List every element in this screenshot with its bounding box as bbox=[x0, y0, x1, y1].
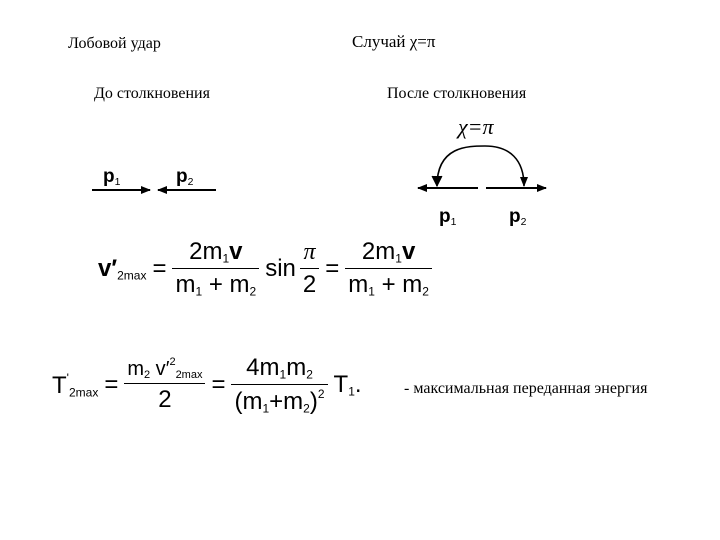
before-p1-label: $p_1$ bbox=[103, 166, 121, 189]
pi-over-two-fraction: $\frac{\pi}{2}$ bbox=[300, 239, 319, 299]
slide-title: Лобовой удар bbox=[68, 35, 161, 52]
chi-arc-start-arrowhead bbox=[432, 176, 442, 186]
chi-equals-pi-label: χ=π bbox=[458, 114, 494, 139]
formula-t2max: $T'_{2max}$ = $\frac{m_2 v'^2_{2max}}{2}$ = $\frac{4m_1m_2}{(m_1+m_2)^2}$ $T_1$. bbox=[52, 354, 362, 416]
mass-ratio-fraction-1: $\frac{2m_1v}{m_1 + m_2}$ bbox=[172, 238, 259, 299]
after-p1-label: $p_1$ bbox=[439, 206, 457, 229]
kinetic-energy-fraction: $\frac{m_2 v'^2_{2max}}{2}$ bbox=[124, 356, 205, 414]
t1-symbol: $T_1$. bbox=[333, 370, 362, 399]
formula-v2max: $v'_{2max}$ = $\frac{2m_1v}{m_1 + m_2}$ sin $\frac{\pi}{2}$ = $\frac{2m_1v}{m_1 + m_2}$ bbox=[98, 238, 432, 299]
mass-ratio-fraction-2: $\frac{2m_1v}{m_1 + m_2}$ bbox=[345, 238, 432, 299]
t2max-symbol: $T'_{2max}$ bbox=[52, 370, 99, 399]
case-title: Случай χ=π bbox=[352, 32, 436, 51]
before-collision-label: До столкновения bbox=[94, 85, 210, 102]
energy-transfer-fraction: $\frac{4m_1m_2}{(m_1+m_2)^2}$ bbox=[231, 354, 327, 416]
after-collision-label: После столкновения bbox=[387, 85, 527, 102]
chi-arc-arrow bbox=[437, 146, 524, 186]
v2max-symbol: $v'_{2max}$ bbox=[98, 254, 147, 283]
max-transferred-energy-caption: - максимальная переданная энергия bbox=[404, 380, 648, 397]
before-p2-label: $p_2$ bbox=[176, 166, 194, 189]
after-p2-label: $p_2$ bbox=[509, 206, 527, 229]
